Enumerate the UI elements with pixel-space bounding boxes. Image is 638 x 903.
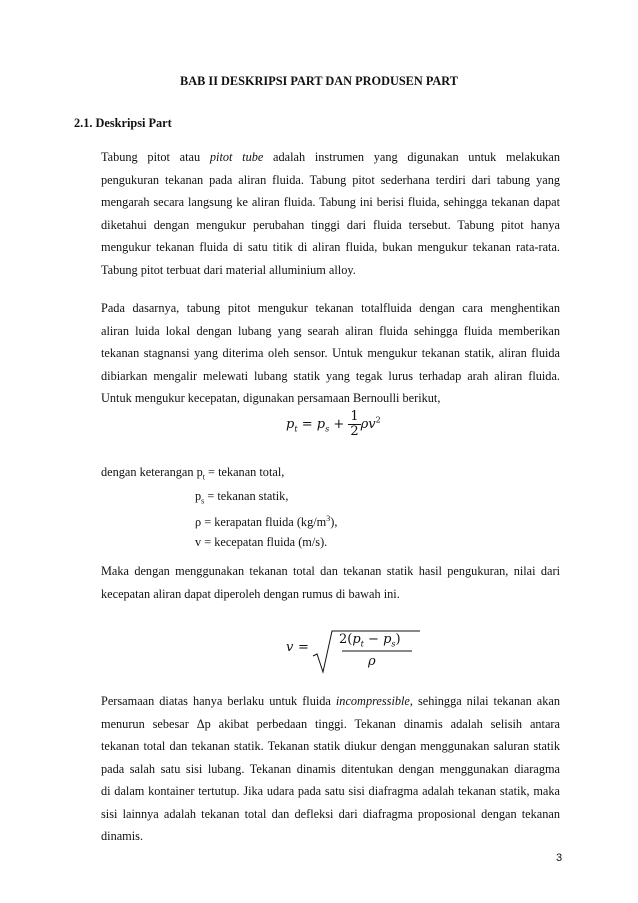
section-title: 2.1. Deskripsi Part: [74, 116, 172, 130]
paragraph-line: menurun sebesar Δp akibat perbedaan tinggi. Tekanan dinamis adalah selisih antara: [101, 716, 560, 731]
paragraph-line: dinamis.: [101, 829, 144, 843]
paragraph-line: diketahui dengan mengukur perubahan tinggi dari fluida tersebut. Tabung pitot hanya: [101, 217, 560, 232]
paragraph-line: Maka dengan menggunakan tekanan total dan tekanan statik hasil pengukuran, nilai dari: [101, 564, 560, 578]
paragraph-line: Persamaan diatas hanya berlaku untuk fluida incompressible, sehingga nilai tekanan akan: [101, 694, 560, 708]
paragraph-line: pengukuran tekanan pada aliran fluida. Tabung pitot sederhana terdiri dari tabung yang: [101, 172, 560, 187]
paragraph-line: Tabung pitot atau pitot tube adalah instrumen yang digunakan untuk melakukan: [101, 150, 560, 164]
paragraph-2: [101, 297, 560, 410]
paragraph-line: tekanan stagnansi yang diterima oleh sensor. Untuk mengukur tekanan statik, aliran fluida: [101, 346, 560, 360]
definition-intro: dengan keterangan $p_t$ = tekanan total,: [101, 465, 285, 482]
page-number: 3: [556, 852, 563, 864]
paragraph-line: dibiarkan mengalir melewati lubang statik yang tegak lurus terhadap arah aliran fluida.: [101, 368, 560, 383]
paragraph-line: mengukur tekanan fluida di satu titik di aliran fluida, bukan mengukur tekanan rata-rata.: [101, 240, 560, 254]
bernoulli-equation: $p_t = p_s$ + $\frac{1}{2}$ $\rho v^2$: [286, 409, 381, 439]
definition-velocity: v = kecepatan fluida (m/s).: [195, 535, 328, 549]
fraction: $\frac{1}{2}$: [350, 409, 359, 439]
paragraph-line: tekanan total dan tekanan statik. Tekanan statik diukur dengan menggunakan saluran statik: [101, 739, 560, 753]
paragraph-line: kecepatan aliran dapat diperoleh dengan rumus di bawah ini.: [101, 586, 400, 601]
paragraph-line: sisi lainnya adalah tekanan total dan defleksi dari diafragma proposional dengan tekanan: [101, 806, 560, 821]
definition-density: ρ = kerapatan fluida $(kg/m^3)$,: [195, 514, 338, 530]
velocity-numerator: $2(p_t - p_s)$: [339, 632, 401, 649]
definition-static-pressure: $p_s$ = tekanan statik,: [195, 489, 289, 506]
paragraph-line: di dalam kontainer tertutup. Jika udara pada satu sisi diafragma adalah tekanan statik, maka: [101, 784, 560, 798]
paragraph-line: mengarah secara langsung ke aliran fluida. Tabung ini berisi fluida, sehingga tekanan dapat: [101, 195, 560, 209]
paragraph-line: Untuk mengukur kecepatan, digunakan persamaan Bernoulli berikut,: [101, 391, 441, 405]
paragraph-line: Tabung pitot terbuat dari material alluminium alloy.: [101, 262, 356, 277]
chapter-title: BAB II DESKRIPSI PART DAN PRODUSEN PART: [180, 74, 458, 88]
paragraph-line: aliran luida lokal dengan lubang yang searah aliran fluida sehingga fluida memberikan: [101, 323, 560, 338]
velocity-denominator: ρ: [368, 654, 376, 669]
paragraph-4: [101, 690, 560, 848]
paragraph-1: [101, 146, 560, 281]
paragraph-3: [101, 560, 560, 605]
paragraph-line: Pada dasarnya, tabung pitot mengukur tekanan totalfluida dengan cara menghentikan: [101, 301, 560, 315]
paragraph-line: pada salah satu sisi lubang. Tekanan dinamis ditentukan dengan menggunakan diaragma: [101, 761, 560, 776]
